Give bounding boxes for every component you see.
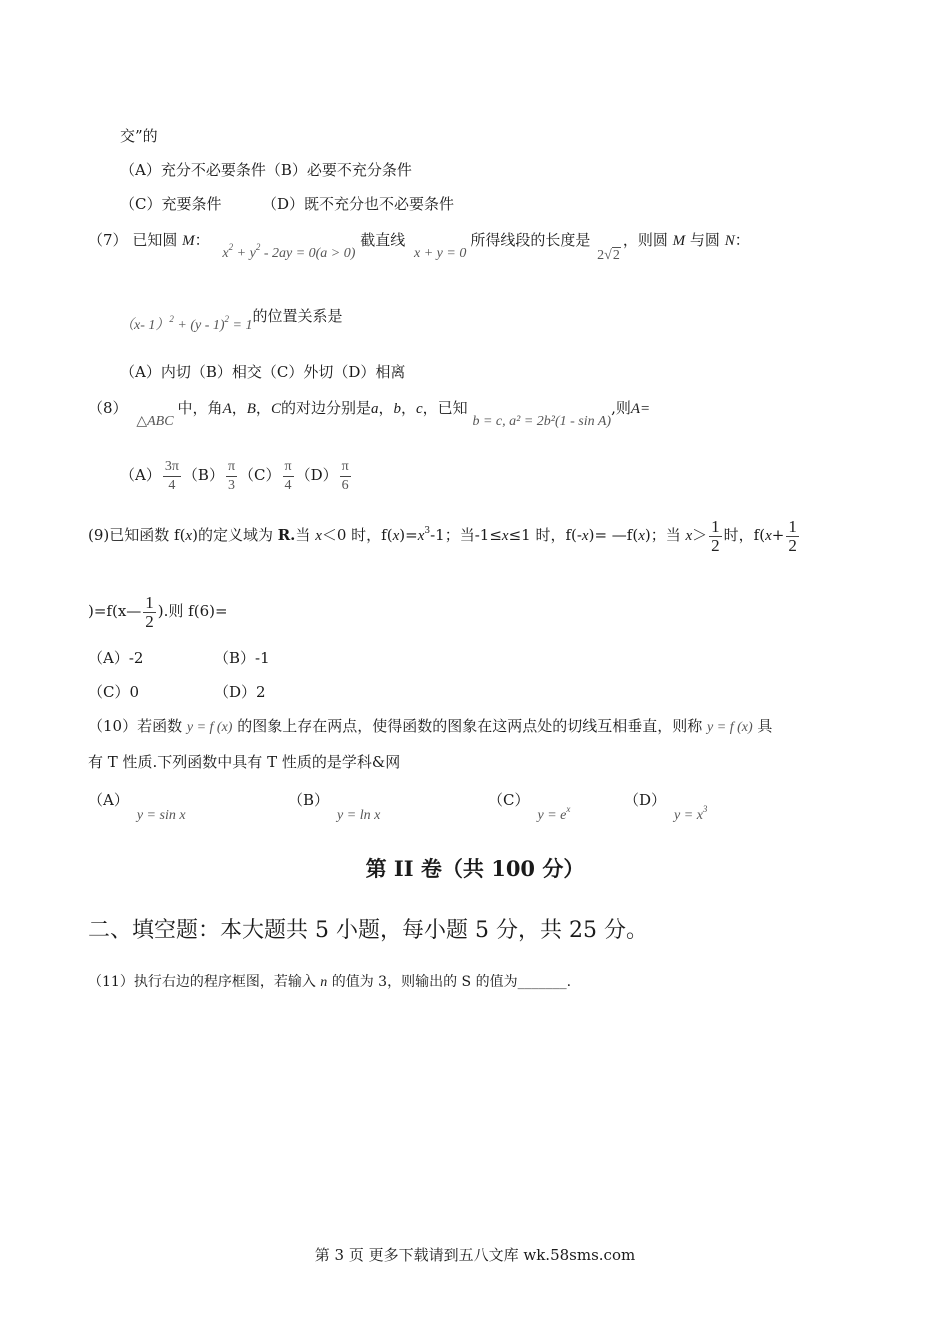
q8-option-d: （D）	[295, 466, 338, 484]
q7-text-4: ，则圆	[622, 231, 668, 249]
q7-number: （7）	[88, 231, 128, 249]
q8-text-2: 的对边分别是	[280, 399, 371, 417]
q8-frac-d: $\frac{\pi}{6}$	[341, 458, 349, 493]
q7-colon: ：	[194, 231, 210, 249]
q8-side-a: a	[370, 401, 379, 417]
q7-text: 已知圆	[132, 231, 178, 249]
q7-line-equation: x + y = 0	[414, 246, 467, 261]
q10-function-2: y = f (x)	[707, 720, 753, 735]
q7-options: （A）内切（B）相交（C）外切（D）相离	[120, 363, 406, 381]
q7-line2	[120, 306, 343, 333]
q10-option-c: $(C)y = e^x$	[488, 791, 571, 823]
q10-option-b: （B）y = ln x	[288, 791, 381, 823]
q7-eq2-b: + (y - 1)	[177, 318, 225, 333]
q8-text-4: ,则	[611, 399, 631, 417]
q9-option-a: （A）-2	[88, 649, 144, 667]
q8-frac-c: $\frac{\pi}{4}$	[284, 458, 292, 493]
q9-line1: (9)已知函数 f(x)的定义域为 R.当 x＜0 时，$f(x)=x^3-1$；当-1≤x≤1 时，f(-x)= —f(x)；当 x＞ $\frac{1}{2}$ 时，f(x+ $\frac{1}{2}$	[88, 516, 797, 555]
q8-side-b: b	[393, 401, 401, 417]
q8-option-a: （A）	[120, 466, 161, 484]
q8-options	[120, 456, 353, 494]
q9-half-3: $\frac{1}{2}$	[145, 592, 154, 631]
q6-options-ab: （A）充分不必要条件（B）必要不充分条件	[120, 161, 412, 179]
q11-n: n	[320, 975, 328, 990]
q8-number: （8）	[88, 399, 128, 417]
q10-func-d: $y = x^3$	[674, 804, 708, 823]
q6-option-d: （D）既不充分也不必要条件	[262, 195, 455, 213]
q7-circle-n: N	[724, 233, 735, 249]
q7-text-3: 所得线段的长度是	[470, 231, 591, 249]
q7-text-6: 的位置关系是	[252, 307, 343, 325]
q9-half-2: $\frac{1}{2}$	[788, 516, 797, 555]
q10-func-a: y = sin x	[136, 808, 186, 823]
q7-text-5: 与圆	[689, 231, 720, 249]
q7-eq2-a: （x- 1）	[120, 318, 170, 333]
q9-option-b: （B）-1	[214, 649, 270, 667]
q8-option-b: （B）	[182, 466, 224, 484]
q8-angle-a: A	[222, 401, 232, 417]
q9-half-1: $\frac{1}{2}$	[711, 516, 720, 555]
q9-real-set: R.	[277, 526, 296, 544]
q8-angle-b: B	[246, 401, 256, 417]
q10-option-d: $(D)y = x^3$	[624, 791, 708, 823]
q8-triangle: △ABC	[136, 414, 174, 429]
q7-eq2-c: = 1	[232, 318, 253, 333]
q10-line1: （10）若函数 y = f (x) 的图象上存在两点，使得函数的图象在这两点处的切线互相垂直，则称 y = f (x) 具	[88, 717, 773, 735]
q7-circle-m-2: M	[672, 233, 686, 249]
q9-option-c: （C）0	[88, 683, 140, 701]
q9-line2: )=f(x— $\frac{1}{2}$ ).则 f(6)=	[88, 592, 228, 631]
q7-length: 2√2	[597, 248, 620, 263]
part2-title: 第 II 卷（共 100 分）	[365, 856, 585, 881]
q10-line2: 有 T 性质.下列函数中具有 T 性质的是学科&网	[88, 753, 401, 771]
q10-func-b: y = ln x	[337, 808, 381, 823]
q10-func-c: $y = e^x$	[537, 804, 571, 823]
page-footer: 第 3 页 更多下载请到五八文库 wk.58sms.com	[314, 1246, 636, 1264]
q7-length-radicand: 2	[612, 248, 620, 263]
q8-condition: b = c, a² = 2b²(1 - sin A)	[472, 414, 612, 429]
q8-angle-c: C	[270, 401, 281, 417]
q8-text: 中，角	[177, 399, 223, 417]
q8-text-3: ，已知	[422, 399, 468, 417]
q7-colon-2: ：	[734, 231, 750, 249]
q10-option-a: （A）y = sin x	[88, 791, 186, 823]
q7-line1	[88, 230, 750, 263]
q6-option-c: （C）充要条件	[120, 195, 222, 213]
q10-function: y = f (x)	[186, 720, 233, 735]
q7-length-coef: 2	[597, 248, 605, 263]
q7-circle-m: M	[182, 233, 195, 249]
q8-frac-b: $\frac{\pi}{3}$	[227, 458, 236, 493]
q8-frac-a: $\frac{3\pi}{4}$	[164, 458, 179, 493]
section2-heading: 二、填空题：本大题共 5 小题，每小题 5 分，共 25 分。	[88, 918, 648, 943]
q8-side-c: c	[416, 401, 423, 417]
q8-ask: A=	[630, 401, 651, 417]
q6-continuation: 交”的	[120, 127, 158, 145]
q7-circle-m-equation: $x^2 + y^2 - 2ay = 0(a > 0)$	[222, 242, 356, 261]
q11-line: （11）执行右边的程序框图，若输入 n 的值为 3，则输出的 S 的值为_______.	[88, 974, 572, 990]
q9-option-d: （D）2	[214, 683, 266, 701]
q8-option-c: （C）	[239, 466, 281, 484]
q7-text-2: 截直线	[360, 231, 406, 249]
q8-line1: （8） △ABC中，角A，B，C的对边分别是a，b，c，已知 b = c, a² = 2b²(1 - sin A),则A=	[88, 399, 651, 429]
q7-circle-n-equation: （x- 1）$^2$ + (y - 1)$^2$ = 1	[120, 314, 253, 333]
q7-eq1-rest: - 2ay = 0(a > 0)	[263, 246, 356, 261]
